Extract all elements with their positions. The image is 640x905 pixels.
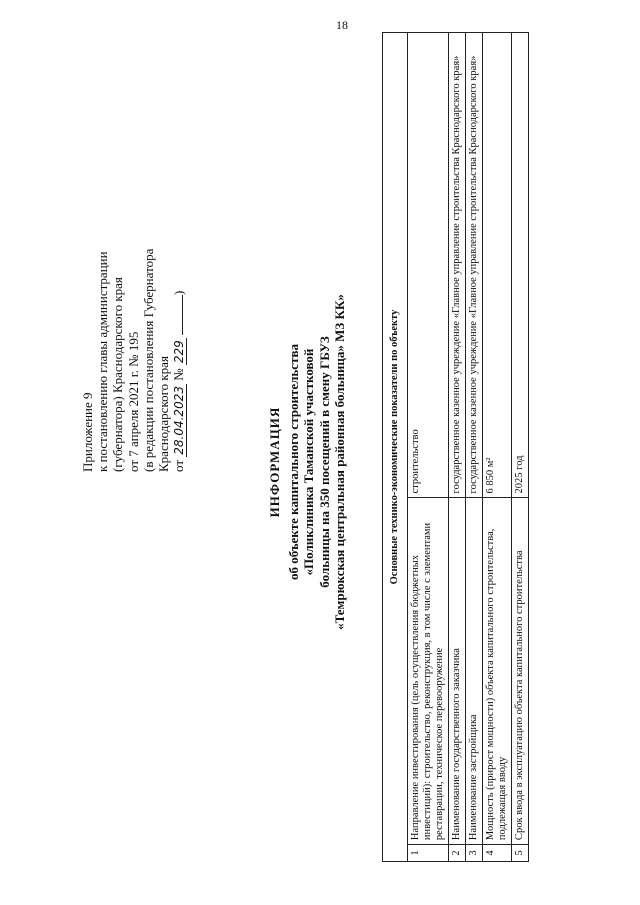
- from-prefix: от: [171, 459, 187, 472]
- row-number: 1: [408, 845, 449, 862]
- handwritten-date: 28.04.2023: [172, 386, 187, 455]
- number-prefix: №: [171, 368, 187, 381]
- appendix-line: Приложение 9: [80, 392, 95, 472]
- row-name: Мощность (прирост мощности) объекта капитального строительства, подлежащая вводу: [483, 498, 512, 845]
- table-header: Основные технико-экономические показатели по объекту: [383, 33, 408, 862]
- table-row: [449, 33, 466, 862]
- page-number: 18: [336, 18, 348, 32]
- handwritten-number: 229: [172, 340, 187, 364]
- title-line: «Поликлиника Таманской участковой: [301, 348, 317, 576]
- row-name: Наименование застройщика: [466, 498, 483, 845]
- appendix-line: от 7 апреля 2021 г. № 195: [125, 331, 141, 472]
- title-heading: ИНФОРМАЦИЯ: [267, 406, 282, 518]
- row-number: 4: [483, 845, 512, 862]
- row-name: Срок ввода в эксплуатацию объекта капитального строительства: [512, 498, 529, 845]
- appendix-stamp: [80, 42, 187, 472]
- indicators-table: [382, 32, 529, 862]
- row-value: государственное казенное учреждение «Главное управление строительства Краснодарского края»: [466, 33, 483, 498]
- appendix-line: к постановлению главы администрации: [95, 251, 111, 472]
- row-value: 2025 год: [512, 33, 529, 498]
- row-number: 2: [449, 845, 466, 862]
- row-number: 3: [466, 845, 483, 862]
- title-line: «Темрюкская центральная районная больница» МЗ КК»: [331, 294, 347, 630]
- appendix-line: (в редакции постановления Губернатора: [140, 248, 156, 472]
- row-number: 5: [512, 845, 529, 862]
- table-row: [512, 33, 529, 862]
- table-row: [483, 33, 512, 862]
- row-name: Направление инвестирования (цель осуществления бюджетных инвестиций): строительство, реконструкция, в том числе с элементами реставрации, техническое перевооружение: [408, 498, 449, 845]
- appendix-date-line: [171, 42, 187, 472]
- title-line: об объекте капитального строительства: [286, 344, 302, 580]
- table-row: [466, 33, 483, 862]
- row-value: государственное казенное учреждение «Главное управление строительства Краснодарского края»: [449, 33, 466, 498]
- appendix-line: Краснодарского края: [156, 356, 172, 472]
- row-value: 6 850 м²: [483, 33, 512, 498]
- table-row: [408, 33, 449, 862]
- document-title: [267, 122, 347, 802]
- row-value: строительство: [408, 33, 449, 498]
- close-paren: ): [171, 290, 187, 295]
- row-name: Наименование государственного заказчика: [449, 498, 466, 845]
- title-line: больницы на 350 посещений в смену ГБУЗ: [316, 336, 332, 588]
- rotated-document-body: [62, 34, 622, 862]
- appendix-line: (губернатора) Краснодарского края: [110, 277, 126, 472]
- table-header-row: [383, 33, 408, 862]
